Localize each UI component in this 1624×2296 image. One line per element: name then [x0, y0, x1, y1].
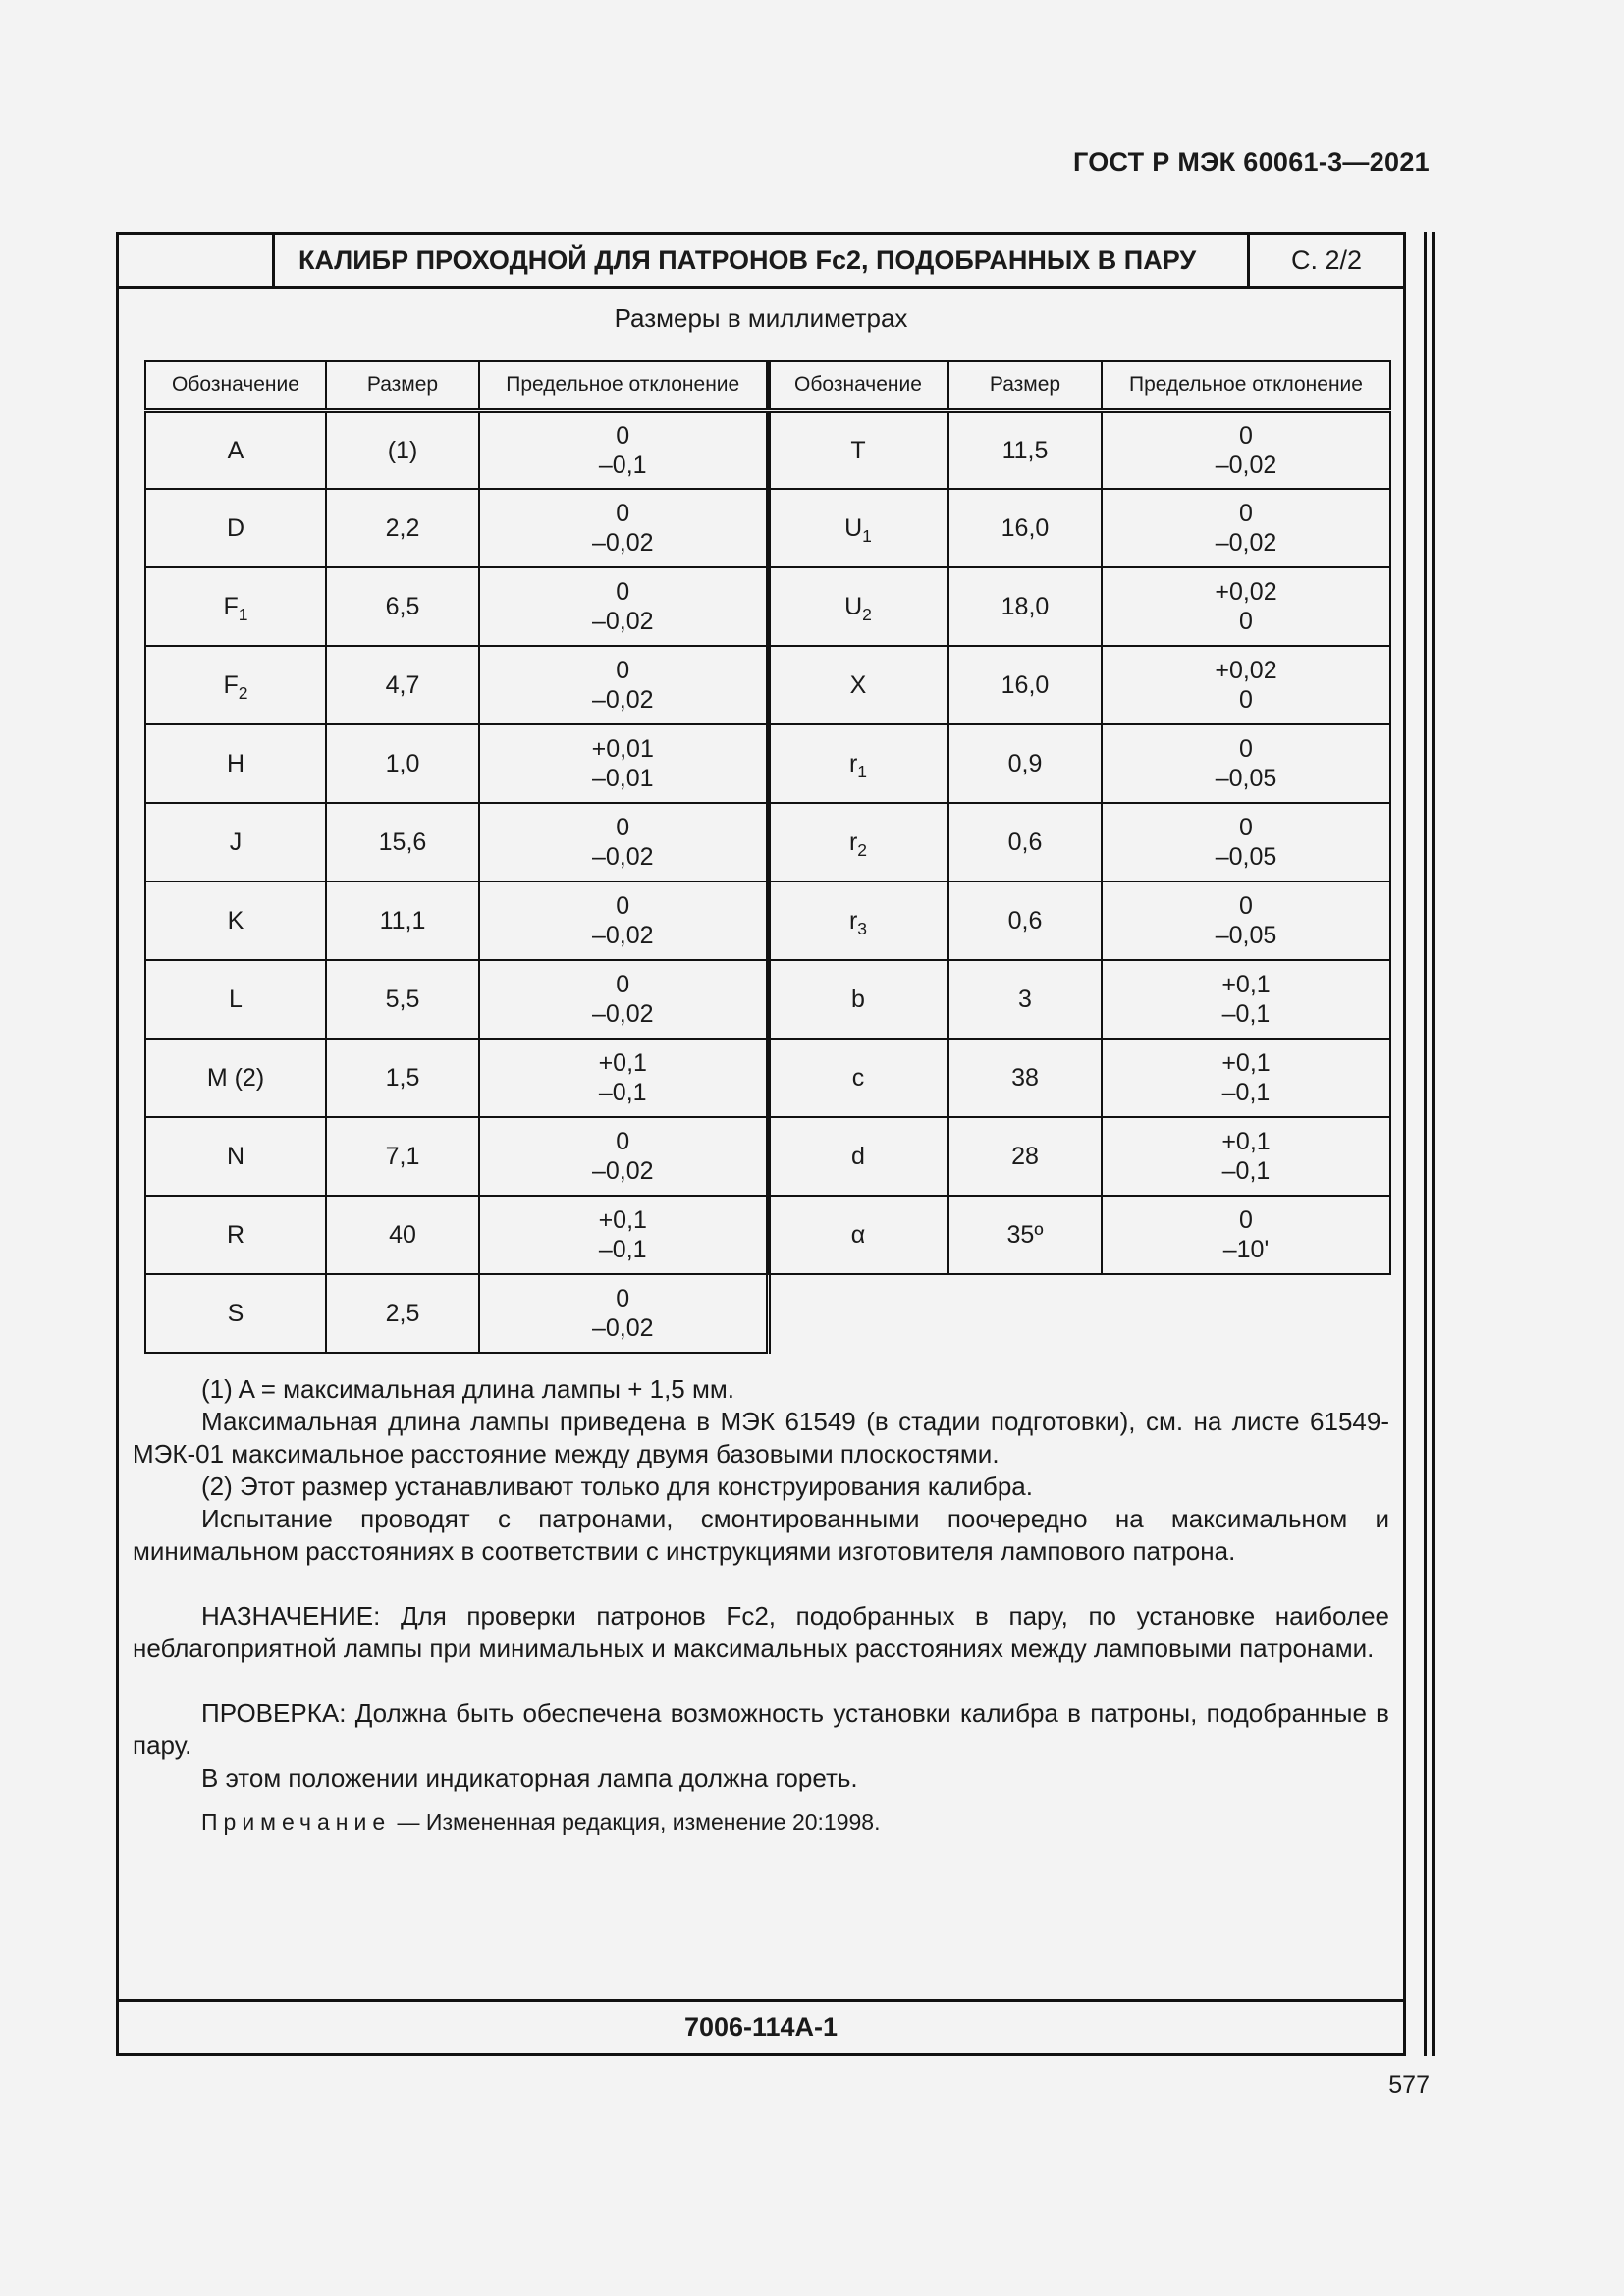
cell-tolerance	[479, 1039, 768, 1117]
cell-tolerance	[1102, 803, 1390, 881]
tolerance-lower: –0,02	[591, 686, 654, 714]
cell-designation: $r_1$	[768, 724, 948, 803]
check-paragraph: ПРОВЕРКА: Должна быть обеспечена возможность установки калибра в патроны, подобранные в пару.	[133, 1698, 1389, 1760]
cell-size: 2,5	[326, 1274, 479, 1353]
cell-size: 5,5	[326, 960, 479, 1039]
tolerance-upper: 0	[616, 421, 630, 450]
cell-tolerance	[479, 803, 768, 881]
title-bar	[119, 235, 1403, 289]
table-row	[768, 1117, 1390, 1196]
tolerance-lower: –0,05	[1215, 922, 1277, 949]
cell-tolerance	[479, 881, 768, 960]
tolerance-lower: –0,1	[598, 451, 647, 479]
cell-tolerance	[479, 567, 768, 646]
page-number: 577	[1388, 2071, 1430, 2099]
cell-tolerance	[1102, 567, 1390, 646]
cell-tolerance	[479, 1117, 768, 1196]
cell-size: 0,9	[948, 724, 1102, 803]
tolerance-lower: –0,05	[1215, 765, 1277, 792]
drawing-code: 7006-114A-1	[119, 1999, 1403, 2053]
document-header: ГОСТ Р МЭК 60061-3—2021	[1072, 147, 1430, 177]
cell-tolerance	[1102, 1039, 1390, 1117]
cell-designation: $F_2$	[145, 646, 326, 724]
table-row	[768, 1039, 1390, 1117]
cell-tolerance	[479, 960, 768, 1039]
table-row	[145, 881, 768, 960]
tolerance-upper: 0	[1239, 735, 1253, 763]
table-row	[145, 1274, 768, 1353]
cell-tolerance	[479, 724, 768, 803]
cell-designation: A	[145, 410, 326, 489]
table-row	[768, 646, 1390, 724]
cell-size: 1,0	[326, 724, 479, 803]
table-row	[145, 410, 768, 489]
cell-tolerance	[1102, 1196, 1390, 1274]
cell-designation: N	[145, 1117, 326, 1196]
cell-tolerance	[1102, 646, 1390, 724]
tolerance-lower: –0,05	[1215, 843, 1277, 871]
header-designation: Обозначение	[145, 361, 326, 410]
header-tolerance: Предельное отклонение	[1102, 361, 1390, 410]
tolerance-upper: 0	[1239, 814, 1253, 841]
tolerance-upper: +0,01	[591, 735, 654, 763]
tolerance-upper: +0,1	[598, 1049, 647, 1077]
tolerance-upper: +0,1	[1221, 1049, 1271, 1077]
units-caption: Размеры в миллиметрах	[614, 303, 908, 333]
tolerance-lower: –0,02	[591, 1157, 654, 1185]
cell-size: 16,0	[948, 646, 1102, 724]
table-row	[145, 1039, 768, 1117]
tolerance-upper: +0,1	[1221, 971, 1271, 998]
table-row	[145, 567, 768, 646]
tolerance-upper: +0,1	[598, 1206, 647, 1234]
tolerance-lower: 0	[1239, 686, 1253, 714]
dimensions-table-left	[144, 360, 771, 1354]
table-header-row	[768, 361, 1390, 410]
tolerance-lower: –0,02	[591, 922, 654, 949]
tolerance-upper: 0	[1239, 1206, 1253, 1234]
tolerance-lower: –0,02	[1215, 451, 1277, 479]
cell-size: 7,1	[326, 1117, 479, 1196]
cell-tolerance	[1102, 881, 1390, 960]
cell-tolerance	[479, 489, 768, 567]
cell-tolerance	[479, 410, 768, 489]
tolerance-lower: –0,1	[598, 1236, 647, 1263]
notes-block	[133, 1373, 1389, 1839]
tolerance-upper: 0	[616, 971, 630, 998]
remark	[133, 1806, 1389, 1839]
cell-size: 18,0	[948, 567, 1102, 646]
table-row	[768, 567, 1390, 646]
header-designation: Обозначение	[768, 361, 948, 410]
cell-size: 11,5	[948, 410, 1102, 489]
cell-designation: K	[145, 881, 326, 960]
cell-designation: c	[768, 1039, 948, 1117]
cell-size: (1)	[326, 410, 479, 489]
table-row	[768, 724, 1390, 803]
table-row	[145, 1196, 768, 1274]
cell-designation: J	[145, 803, 326, 881]
tolerance-lower: –0,1	[598, 1079, 647, 1106]
tolerance-upper: 0	[616, 814, 630, 841]
tolerance-lower: –10'	[1222, 1236, 1270, 1263]
cell-tolerance	[479, 1196, 768, 1274]
tolerance-lower: –0,02	[1215, 529, 1277, 557]
table-row	[768, 489, 1390, 567]
cell-designation: L	[145, 960, 326, 1039]
sheet-number: С. 2/2	[1247, 235, 1403, 286]
cell-size: 0,6	[948, 803, 1102, 881]
tolerance-upper: 0	[616, 657, 630, 684]
cell-size: 3	[948, 960, 1102, 1039]
cell-tolerance	[1102, 489, 1390, 567]
cell-designation: $U_2$	[768, 567, 948, 646]
cell-size: 4,7	[326, 646, 479, 724]
cell-size: 16,0	[948, 489, 1102, 567]
title-blank-cell	[119, 235, 275, 286]
cell-size: 38	[948, 1039, 1102, 1117]
cell-tolerance	[1102, 960, 1390, 1039]
note-1: (1) A = максимальная длина лампы + 1,5 мм.	[201, 1374, 734, 1404]
cell-tolerance	[1102, 410, 1390, 489]
check-paragraph-2: В этом положении индикаторная лампа должна гореть.	[201, 1763, 858, 1792]
table-row	[145, 646, 768, 724]
cell-designation: S	[145, 1274, 326, 1353]
tolerance-upper: +0,1	[1221, 1128, 1271, 1155]
cell-size: 28	[948, 1117, 1102, 1196]
header-size: Размер	[948, 361, 1102, 410]
note-1-detail: Максимальная длина лампы приведена в МЭК 61549 (в стадии подготовки), см. на листе 61549-МЭК-01 максимальное расстояние между двумя базовыми плоскостями.	[133, 1407, 1389, 1468]
cell-designation: D	[145, 489, 326, 567]
cell-designation: R	[145, 1196, 326, 1274]
cell-tolerance	[1102, 1117, 1390, 1196]
table-row	[768, 1196, 1390, 1274]
cell-tolerance	[1102, 724, 1390, 803]
tolerance-lower: –0,02	[591, 1314, 654, 1342]
table-row	[145, 724, 768, 803]
remark-label: Примечание	[201, 1809, 392, 1835]
cell-designation: $U_1$	[768, 489, 948, 567]
cell-designation: b	[768, 960, 948, 1039]
cell-designation: α	[768, 1196, 948, 1274]
remark-text: — Измененная редакция, изменение 20:1998.	[391, 1809, 881, 1835]
tolerance-lower: –0,1	[1221, 1000, 1271, 1028]
dimensions-table-right	[767, 360, 1391, 1275]
cell-size: 6,5	[326, 567, 479, 646]
cell-tolerance	[479, 1274, 768, 1353]
table-row	[145, 803, 768, 881]
purpose-paragraph: НАЗНАЧЕНИЕ: Для проверки патронов Fc2, подобранных в пару, по установке наиболее неблагоприятной лампы при минимальных и максимальных расстояниях между ламповыми патронами.	[133, 1601, 1389, 1663]
cell-tolerance	[479, 646, 768, 724]
cell-designation: $r_2$	[768, 803, 948, 881]
tolerance-upper: +0,02	[1215, 578, 1277, 606]
table-row	[768, 960, 1390, 1039]
tolerance-lower: –0,1	[1221, 1157, 1271, 1185]
cell-designation: M (2)	[145, 1039, 326, 1117]
tolerance-upper: 0	[1239, 500, 1253, 527]
cell-designation: $F_1$	[145, 567, 326, 646]
table-row	[768, 803, 1390, 881]
note-2: (2) Этот размер устанавливают только для конструирования калибра.	[201, 1471, 1033, 1501]
cell-size: 11,1	[326, 881, 479, 960]
tolerance-upper: 0	[616, 892, 630, 920]
table-header-row	[145, 361, 768, 410]
table-row	[145, 489, 768, 567]
cell-size: 0,6	[948, 881, 1102, 960]
tolerance-upper: 0	[616, 1285, 630, 1312]
frame-side-line	[1424, 232, 1427, 2056]
tolerance-lower: 0	[1239, 608, 1253, 635]
tolerance-lower: –0,02	[591, 843, 654, 871]
tolerance-upper: 0	[616, 578, 630, 606]
cell-size: 2,2	[326, 489, 479, 567]
cell-size: 15,6	[326, 803, 479, 881]
cell-designation: X	[768, 646, 948, 724]
tolerance-upper: 0	[616, 500, 630, 527]
test-description: Испытание проводят с патронами, смонтированными поочередно на максимальном и минимальном расстояниях в соответствии с инструкциями изготовителя лампового патрона.	[133, 1504, 1389, 1566]
cell-size: 35º	[948, 1196, 1102, 1274]
tolerance-lower: –0,02	[591, 1000, 654, 1028]
tolerance-upper: 0	[1239, 892, 1253, 920]
cell-designation: H	[145, 724, 326, 803]
cell-designation: $r_3$	[768, 881, 948, 960]
table-row	[145, 1117, 768, 1196]
table-row	[145, 960, 768, 1039]
tolerance-lower: –0,02	[591, 608, 654, 635]
tolerance-upper: 0	[1239, 421, 1253, 450]
table-row	[768, 410, 1390, 489]
cell-size: 40	[326, 1196, 479, 1274]
header-size: Размер	[326, 361, 479, 410]
frame-side-line	[1432, 232, 1435, 2056]
tolerance-lower: –0,1	[1221, 1079, 1271, 1106]
tolerance-upper: 0	[616, 1128, 630, 1155]
header-tolerance: Предельное отклонение	[479, 361, 768, 410]
tolerance-lower: –0,02	[591, 529, 654, 557]
table-row	[768, 881, 1390, 960]
drawing-frame	[116, 232, 1406, 2056]
cell-designation: T	[768, 410, 948, 489]
cell-designation: d	[768, 1117, 948, 1196]
tolerance-upper: +0,02	[1215, 657, 1277, 684]
sheet-title: КАЛИБР ПРОХОДНОЙ ДЛЯ ПАТРОНОВ Fc2, ПОДОБРАННЫХ В ПАРУ	[298, 245, 1197, 275]
cell-size: 1,5	[326, 1039, 479, 1117]
tolerance-lower: –0,01	[591, 765, 654, 792]
